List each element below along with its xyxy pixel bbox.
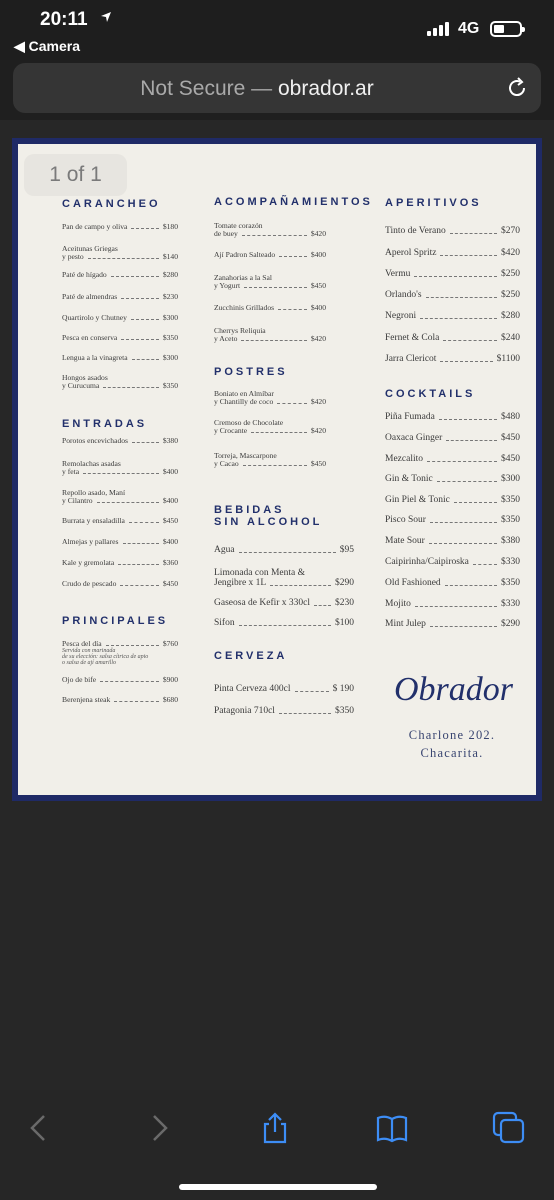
menu-item-price: $900	[162, 675, 178, 684]
signal-icon	[427, 22, 449, 36]
menu-item-name: Sifon	[214, 618, 235, 628]
leader-dots	[414, 270, 497, 277]
leader-dots	[443, 334, 497, 341]
menu-item-name: Orlando's	[385, 290, 422, 300]
menu-item-name: Gin & Tonic	[385, 474, 433, 484]
leader-dots	[123, 538, 159, 544]
menu-item	[214, 598, 354, 608]
menu-item-name: Mezcalito	[385, 454, 423, 464]
menu-item	[385, 226, 520, 236]
menu-item-price: $380	[501, 536, 520, 546]
menu-item-name: Crudo de pescado	[62, 579, 117, 588]
leader-dots	[243, 460, 307, 466]
menu-item-price: $300	[162, 313, 178, 322]
menu-item-name: Zanahorias a la Sal y Yogurt	[214, 273, 272, 290]
menu-item-name: Agua	[214, 545, 235, 555]
menu-item-price: $330	[501, 599, 520, 609]
menu-item-price: $480	[501, 412, 520, 422]
url-display[interactable]	[13, 77, 501, 101]
leader-dots	[446, 434, 497, 441]
home-indicator	[179, 1184, 377, 1190]
menu-item-price: $290	[335, 578, 354, 588]
menu-item	[385, 311, 520, 321]
menu-item-note: Servida con marinada de su elección: salsa cítrica de apio o salsa de ají amarillo	[62, 648, 149, 666]
leader-dots	[429, 537, 497, 544]
menu-item-name: Oaxaca Ginger	[385, 433, 443, 443]
pdf-viewer[interactable]	[0, 120, 554, 1090]
leader-dots	[415, 600, 497, 607]
leader-dots	[473, 558, 497, 565]
status-time: 20:11	[40, 9, 88, 30]
back-icon[interactable]	[22, 1110, 58, 1146]
menu-item-name: Tinto de Verano	[385, 226, 446, 236]
menu-item-price: $230	[335, 598, 354, 608]
menu-item-name: Old Fashioned	[385, 578, 441, 588]
menu-item-price: $400	[310, 303, 326, 312]
menu-item-price: $95	[339, 545, 354, 555]
menu-item-price: $290	[501, 619, 520, 629]
leader-dots	[454, 496, 497, 503]
section-title-bebidas: BEBIDAS SIN ALCOHOL	[214, 504, 323, 528]
menu-paper	[18, 144, 536, 795]
menu-item	[62, 271, 178, 279]
leader-dots	[132, 354, 159, 360]
menu-item	[214, 327, 326, 343]
menu-item-price: $240	[501, 333, 520, 343]
leader-dots	[440, 249, 497, 256]
menu-item-price: $230	[162, 292, 178, 301]
leader-dots	[100, 676, 159, 682]
menu-item-price: $450	[501, 433, 520, 443]
leader-dots	[118, 559, 159, 565]
menu-item	[385, 495, 520, 505]
leader-dots	[121, 334, 159, 340]
menu-item-name: Jarra Clericot	[385, 354, 437, 364]
menu-item-price: $420	[310, 229, 326, 238]
menu-item-name: Cremoso de Chocolate y Crocante	[214, 418, 284, 435]
menu-item	[214, 222, 326, 238]
menu-item	[62, 538, 178, 546]
leader-dots	[270, 579, 331, 586]
menu-item	[62, 293, 178, 301]
menu-item	[62, 354, 178, 362]
leader-dots	[120, 580, 158, 586]
leader-dots	[131, 223, 158, 229]
menu-item	[214, 419, 326, 435]
menu-item	[62, 460, 178, 476]
menu-item	[214, 274, 326, 290]
menu-item	[385, 536, 520, 546]
address-line-1: Charlone 202.	[408, 728, 496, 742]
leader-dots	[103, 382, 158, 388]
menu-item-name: Torreja, Mascarpone y Cacao	[214, 451, 277, 468]
menu-item	[62, 314, 178, 322]
menu-item	[385, 454, 520, 464]
menu-item-name: Pisco Sour	[385, 515, 426, 525]
menu-item-price: $400	[310, 250, 326, 259]
menu-item	[62, 580, 178, 588]
menu-item-price: $450	[310, 459, 326, 468]
leader-dots	[439, 413, 497, 420]
menu-item	[214, 452, 326, 468]
url-domain: obrador.ar	[278, 77, 374, 100]
leader-dots	[244, 282, 307, 288]
menu-item-name: Mate Sour	[385, 536, 425, 546]
menu-item-price: $350	[501, 495, 520, 505]
menu-item-name: Gin Piel & Tonic	[385, 495, 450, 505]
menu-item-name: Piña Fumada	[385, 412, 435, 422]
leader-dots	[132, 437, 159, 443]
menu-item	[385, 578, 520, 588]
menu-item	[62, 517, 178, 525]
menu-item	[385, 619, 520, 629]
menu-item	[385, 557, 520, 567]
forward-icon[interactable]	[140, 1110, 176, 1146]
menu-item	[214, 568, 354, 588]
pdf-page	[12, 138, 542, 801]
menu-item-name: Ají Padron Salteado	[214, 250, 276, 259]
leader-dots	[129, 517, 159, 523]
menu-item	[385, 354, 520, 364]
leader-dots	[278, 304, 307, 310]
menu-item-name: Pesca en conserva	[62, 333, 118, 342]
menu-item-price: $350	[162, 333, 178, 342]
leader-dots	[121, 293, 159, 299]
menu-item-price: $300	[162, 353, 178, 362]
menu-item-price: $280	[501, 311, 520, 321]
menu-item-price: $330	[501, 557, 520, 567]
menu-item	[385, 333, 520, 343]
leader-dots	[242, 230, 307, 236]
menu-item-price: $400	[162, 496, 178, 505]
menu-item-price: $270	[501, 226, 520, 236]
menu-item-price: $380	[162, 436, 178, 445]
menu-item-name: Almejas y pallares	[62, 537, 119, 546]
menu-item-price: $680	[162, 695, 178, 704]
bookmarks-icon[interactable]	[374, 1110, 410, 1146]
menu-item-price: $180	[162, 222, 178, 231]
menu-item-name: Limonada con Menta & Jengibre x 1L	[214, 568, 306, 588]
menu-item-price: $450	[162, 579, 178, 588]
menu-item-price: $350	[162, 381, 178, 390]
leader-dots	[239, 619, 331, 626]
leader-dots	[111, 271, 159, 277]
menu-item-name: Burrata y ensaladilla	[62, 516, 125, 525]
menu-item-price: $350	[501, 515, 520, 525]
menu-item	[62, 374, 178, 390]
menu-item-price: $420	[501, 248, 520, 258]
menu-item	[62, 676, 178, 684]
leader-dots	[279, 251, 307, 257]
leader-dots	[440, 355, 492, 362]
menu-item-name: Porotos encevichados	[62, 436, 129, 445]
menu-item-name: Paté de hígado	[62, 270, 107, 279]
menu-item-name: Paté de almendras	[62, 292, 118, 301]
menu-item	[62, 437, 178, 445]
leader-dots	[295, 685, 329, 692]
leader-dots	[445, 579, 497, 586]
menu-item-name: Zucchinis Grillados	[214, 303, 275, 312]
menu-item	[62, 640, 178, 666]
menu-item-name: Kale y gremolata	[62, 558, 115, 567]
menu-item-name: Remolachas asadas y feta	[62, 459, 121, 476]
svg-text:Obrador: Obrador	[394, 671, 514, 708]
menu-item-name: Fernet & Cola	[385, 333, 440, 343]
menu-item-name: Quartirolo y Chutney	[62, 313, 127, 322]
menu-item-price: $1100	[496, 354, 520, 364]
section-title-aperitivos: APERITIVOS	[385, 197, 482, 209]
leader-dots	[279, 707, 331, 714]
menu-item	[385, 290, 520, 300]
leader-dots	[427, 455, 497, 462]
menu-item	[385, 248, 520, 258]
menu-item-price: $350	[501, 578, 520, 588]
menu-item-name: Gaseosa de Kefir x 330cl	[214, 598, 311, 608]
menu-item	[214, 390, 326, 406]
menu-item-price: $250	[501, 290, 520, 300]
menu-item-name: Caipirinha/Caipiroska	[385, 557, 469, 567]
security-label: Not Secure —	[140, 77, 273, 100]
location-arrow-icon	[100, 11, 112, 23]
menu-item	[214, 618, 354, 628]
leader-dots	[314, 599, 331, 606]
leader-dots	[88, 253, 159, 259]
leader-dots	[239, 546, 336, 553]
menu-item-name: Pan de campo y oliva	[62, 222, 128, 231]
menu-item-name: Aceitunas Griegas y pesto	[62, 244, 118, 261]
menu-item-price: $100	[335, 618, 354, 628]
menu-item-price: $450	[501, 454, 520, 464]
menu-item-price: $350	[335, 706, 354, 716]
section-title-principales: PRINCIPALES	[62, 615, 169, 627]
menu-item	[62, 223, 178, 231]
menu-item-name: Boniato en Almíbar y Chantilly de coco	[214, 389, 274, 406]
menu-item-name: Aperol Spritz	[385, 248, 437, 258]
back-to-app-link[interactable]: ◀ Camera	[14, 38, 81, 54]
leader-dots	[420, 312, 497, 319]
menu-item	[62, 245, 178, 261]
menu-item	[62, 489, 178, 505]
section-title-acompanamientos: ACOMPAÑAMIENTOS	[214, 196, 373, 208]
menu-item-price: $760	[162, 639, 178, 648]
section-title-carancheo: CARANCHEO	[62, 198, 161, 210]
battery-icon	[490, 21, 522, 37]
menu-item	[385, 269, 520, 279]
menu-item-price: $280	[162, 270, 178, 279]
page-indicator: 1 of 1	[24, 154, 127, 196]
menu-item-name: Patagonia 710cl	[214, 706, 275, 716]
browser-toolbar	[0, 1090, 554, 1200]
share-icon[interactable]	[257, 1110, 293, 1146]
obrador-logo	[390, 664, 520, 714]
tabs-icon[interactable]	[491, 1110, 527, 1146]
leader-dots	[251, 427, 307, 433]
menu-item-price: $450	[310, 281, 326, 290]
menu-item	[385, 474, 520, 484]
section-title-entradas: ENTRADAS	[62, 418, 148, 430]
leader-dots	[106, 640, 159, 646]
menu-item-price: $250	[501, 269, 520, 279]
menu-item-price: $400	[162, 467, 178, 476]
menu-item-price: $420	[310, 334, 326, 343]
leader-dots	[437, 475, 497, 482]
network-type: 4G	[458, 20, 480, 37]
menu-item-name: Mint Julep	[385, 619, 426, 629]
menu-item-price: $ 190	[332, 684, 354, 694]
section-title-cocktails: COCKTAILS	[385, 388, 476, 400]
section-title-cerveza: CERVEZA	[214, 650, 288, 662]
menu-item	[385, 515, 520, 525]
leader-dots	[97, 497, 159, 503]
menu-item	[214, 545, 354, 555]
menu-item	[214, 684, 354, 694]
section-title-postres: POSTRES	[214, 366, 288, 378]
menu-item-name: Ojo de bife	[62, 675, 97, 684]
menu-item	[385, 433, 520, 443]
leader-dots	[83, 468, 159, 474]
menu-item	[385, 412, 520, 422]
menu-item-name: Repollo asado, Maní y Cilantro	[62, 488, 126, 505]
menu-item	[385, 599, 520, 609]
menu-item-name: Negroni	[385, 311, 417, 321]
menu-item	[62, 559, 178, 567]
menu-item-name: Pinta Cerveza 400cl	[214, 684, 291, 694]
menu-item-name: Mojito	[385, 599, 411, 609]
menu-item	[62, 334, 178, 342]
menu-item-price: $360	[162, 558, 178, 567]
address-line-2: Chacarita.	[420, 746, 484, 760]
menu-item-name: Tomate corazón de buey	[214, 221, 263, 238]
menu-item-name: Pesca del día	[62, 639, 102, 648]
leader-dots	[430, 516, 497, 523]
leader-dots	[277, 398, 307, 404]
menu-item-name: Berenjena steak	[62, 695, 111, 704]
leader-dots	[426, 291, 497, 298]
menu-item-price: $450	[162, 516, 178, 525]
leader-dots	[450, 227, 497, 234]
menu-item-name: Vermu	[385, 269, 411, 279]
menu-item	[214, 304, 326, 312]
menu-item	[214, 251, 326, 259]
menu-item-price: $400	[162, 537, 178, 546]
leader-dots	[114, 696, 159, 702]
menu-item	[214, 706, 354, 716]
menu-item-price: $300	[501, 474, 520, 484]
menu-item-price: $140	[162, 252, 178, 261]
leader-dots	[131, 314, 159, 320]
address-bar[interactable]	[13, 63, 541, 113]
menu-item	[62, 696, 178, 704]
leader-dots	[241, 335, 306, 341]
menu-item-price: $420	[310, 397, 326, 406]
status-bar	[0, 0, 554, 60]
menu-item-name: Lengua a la vinagreta	[62, 353, 128, 362]
leader-dots	[430, 620, 497, 627]
menu-item-name: Cherrys Reliquia y Aceto	[214, 326, 266, 343]
menu-item-name: Hongos asados y Curucuma	[62, 373, 108, 390]
menu-item-price: $420	[310, 426, 326, 435]
reload-icon[interactable]	[505, 76, 529, 100]
